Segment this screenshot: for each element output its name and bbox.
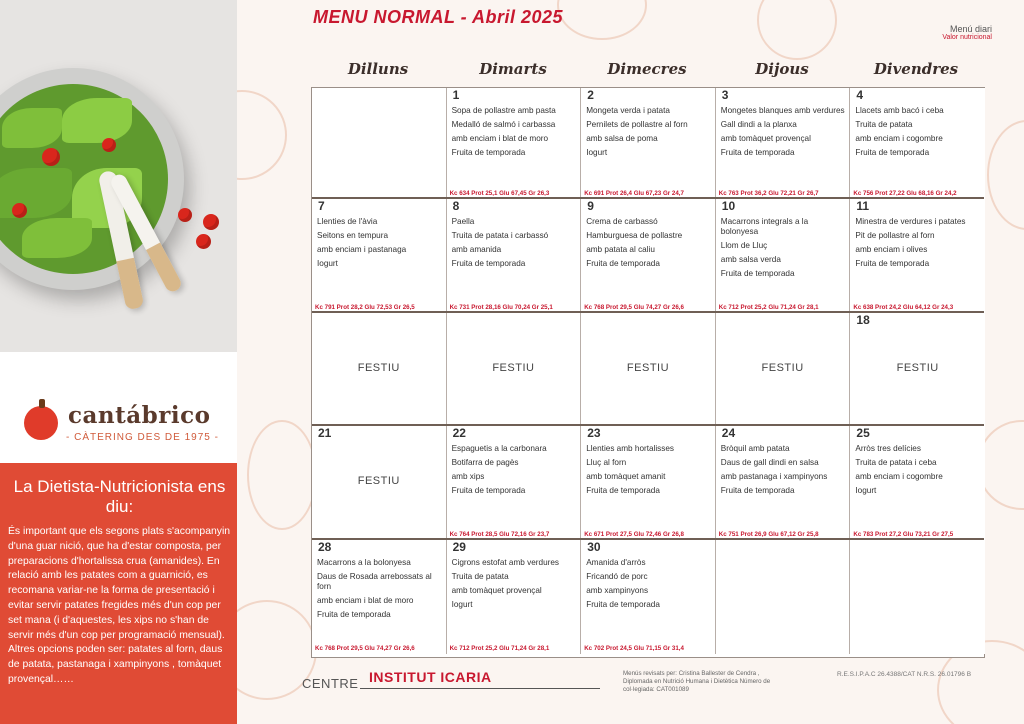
day-cell xyxy=(850,313,985,426)
brand-name: cantábrico xyxy=(68,402,211,429)
dish-item: Crema de carbassó xyxy=(586,217,658,226)
nutrition-values: Kc 791 Prot 28,2 Glu 72,53 Gr 26,5 xyxy=(315,304,415,311)
day-number: 28 xyxy=(318,540,332,554)
dish-item: amb salsa verda xyxy=(720,255,781,264)
dish-item: Fruita de temporada xyxy=(317,610,391,619)
day-cell xyxy=(850,199,985,313)
dish-item: Macarrons a la bolonyesa xyxy=(317,558,411,567)
dish-item: Fruita de temporada xyxy=(855,259,930,268)
holiday-label: FESTIU xyxy=(492,361,535,374)
centre-label: CENTRE xyxy=(302,676,359,691)
left-panel xyxy=(0,0,237,724)
day-cell xyxy=(581,313,716,426)
dish-item: Botifarra de pagès xyxy=(451,458,519,467)
day-number: 10 xyxy=(721,199,736,213)
day-header: Divendres xyxy=(873,60,959,78)
valor-nutricional-label: Valor nutricional xyxy=(942,34,992,41)
day-cell xyxy=(716,426,851,540)
dish-item: Iogurt xyxy=(317,259,338,268)
day-header: Dimarts xyxy=(479,60,547,78)
dietist-box xyxy=(0,463,237,724)
brand-tagline: - CÀTERING DES DE 1975 - xyxy=(66,432,219,443)
day-header: Dilluns xyxy=(347,60,409,78)
day-number: 24 xyxy=(721,426,736,440)
nutrition-values: Kc 764 Prot 28,5 Glu 72,16 Gr 23,7 xyxy=(449,531,550,538)
dish-item: Fruita de temporada xyxy=(720,269,795,278)
dish-item: Paella xyxy=(451,217,475,226)
centre-value: INSTITUT ICARIA xyxy=(369,669,492,685)
dish-item: Sopa de pollastre amb pasta xyxy=(451,106,556,115)
nutrition-values: Kc 712 Prot 25,2 Glu 71,24 Gr 28,1 xyxy=(718,304,819,311)
nutrition-values: Kc 638 Prot 24,2 Glu 64,12 Gr 24,3 xyxy=(853,304,954,311)
brand-logo xyxy=(22,400,222,450)
dish-item: Llacets amb bacó i ceba xyxy=(855,106,944,115)
dish-item: Iogurt xyxy=(855,486,877,495)
dish-item: amb enciam i cogombre xyxy=(855,472,943,481)
centre-underline xyxy=(360,688,600,689)
day-cell xyxy=(312,426,447,540)
nutrition-values: Kc 702 Prot 24,5 Glu 71,15 Gr 31,4 xyxy=(584,645,684,652)
day-cell xyxy=(716,540,851,654)
day-number: 1 xyxy=(452,88,460,102)
dish-item: Fruita de temporada xyxy=(451,486,526,495)
dish-item: Llenties de l'àvia xyxy=(317,217,378,226)
dish-item: Llom de Lluç xyxy=(720,241,768,250)
dish-item: Macarrons integrals a la bolonyesa xyxy=(720,217,809,236)
day-cell xyxy=(447,199,582,313)
dietist-heading: La Dietista-Nutricionista ens diu: xyxy=(13,477,226,516)
dish-item: Espaguetis a la carbonara xyxy=(451,444,547,453)
dish-item: Cigrons estofat amb verdures xyxy=(451,558,559,567)
holiday-label: FESTIU xyxy=(357,361,400,374)
day-number: 2 xyxy=(587,88,594,102)
day-cell xyxy=(312,313,447,426)
day-cell xyxy=(447,88,582,199)
day-number: 8 xyxy=(452,199,460,213)
nutrition-values: Kc 768 Prot 29,5 Glu 74,27 Gr 26,6 xyxy=(315,645,415,652)
dish-item: Iogurt xyxy=(451,600,473,609)
dish-item: Hamburguesa de pollastre xyxy=(586,231,683,240)
day-cell xyxy=(716,199,851,313)
dish-item: Truita de patata i carbassó xyxy=(451,231,549,240)
dish-item: Fricandó de porc xyxy=(586,572,648,581)
menu-diari-label: Menú diari xyxy=(949,24,992,34)
dish-item: Truita de patata xyxy=(855,120,913,129)
day-cell xyxy=(581,88,716,199)
dish-item: amb enciam i pastanaga xyxy=(317,245,407,254)
salad-photo xyxy=(0,0,237,352)
day-header: Dimecres xyxy=(607,60,687,78)
dish-item: Fruita de temporada xyxy=(720,486,795,495)
holiday-label: FESTIU xyxy=(761,361,804,374)
dish-item: amb pastanaga i xampinyons xyxy=(720,472,828,481)
registry-numbers: R.E.S.I.P.A.C 26.4388/CAT N.R.S. 26.01796 B xyxy=(837,671,972,678)
reviewer-note: Menús revisats per: Cristina Ballester de Cendra , Diplomada en Nutrició Humana i Dietètica Número de col·legiada: CAT001089 xyxy=(623,670,771,693)
nutrition-values: Kc 731 Prot 28,16 Glu 70,24 Gr 25,1 xyxy=(449,304,553,311)
dish-item: Amanida d'arròs xyxy=(586,558,646,567)
nutrition-values: Kc 712 Prot 25,2 Glu 71,24 Gr 28,1 xyxy=(449,645,550,652)
dish-item: amb enciam i blat de moro xyxy=(451,134,549,143)
day-cell xyxy=(312,88,447,199)
day-header: Dijous xyxy=(755,60,809,78)
dish-item: Pit de pollastre al forn xyxy=(855,231,935,240)
dish-item: Truita de patata xyxy=(451,572,509,581)
nutrition-values: Kc 756 Prot 27,22 Glu 68,16 Gr 24,2 xyxy=(853,190,957,197)
dish-item: Fruita de temporada xyxy=(586,486,660,495)
dish-item: Pernilets de pollastre al forn xyxy=(586,120,688,129)
dish-item: Iogurt xyxy=(586,148,608,157)
dish-item: amb patata al caliu xyxy=(586,245,655,254)
day-cell xyxy=(312,540,447,654)
nutrition-values: Kc 671 Prot 27,5 Glu 72,46 Gr 26,8 xyxy=(584,531,684,538)
nutrition-values: Kc 783 Prot 27,2 Glu 73,21 Gr 27,5 xyxy=(853,531,954,538)
holiday-label: FESTIU xyxy=(896,361,939,374)
dish-item: amb enciam i cogombre xyxy=(855,134,943,143)
dish-item: Lluç al forn xyxy=(586,458,627,467)
day-cell xyxy=(850,540,985,654)
dietist-text: És important que els segons plats s'acompanyin d'una guar nició, que ha d'estar composta, per preparacions d'hortalissa crua (amanides). En relació amb les patates com a guarnició, es recomana variar-ne la forma de presentació i evitar servir patates fregides més d'un cop per set mana (i d'aquestes, les xips no s'han de servir més d'un cop per programació mensual). Altres opcions poden ser: patates al forn, daus de patata, pastanaga i xampinyons , tomàquet provençal…… xyxy=(8,526,231,685)
dish-item: amb tomàquet provençal xyxy=(451,586,542,595)
day-number: 3 xyxy=(721,88,729,102)
day-number: 11 xyxy=(856,199,870,213)
day-number: 22 xyxy=(452,426,466,440)
page-title: MENU NORMAL - Abril 2025 xyxy=(313,7,564,27)
dish-item: Minestra de verdures i patates xyxy=(855,217,966,226)
day-number: 18 xyxy=(856,313,870,327)
day-cell xyxy=(850,88,985,199)
day-number: 7 xyxy=(318,199,325,213)
dish-item: Fruita de temporada xyxy=(451,148,526,157)
day-cell xyxy=(850,426,985,540)
menu-calendar xyxy=(311,87,985,658)
dish-item: Fruita de temporada xyxy=(586,259,660,268)
day-cell xyxy=(581,199,716,313)
apple-icon xyxy=(24,406,58,440)
dish-item: amb enciam i blat de moro xyxy=(317,596,414,605)
dish-item: amb tomàquet provençal xyxy=(720,134,811,143)
dish-item: Mongeta verda i patata xyxy=(586,106,670,115)
day-cell xyxy=(716,88,851,199)
day-cell xyxy=(447,540,582,654)
nutrition-values: Kc 634 Prot 25,1 Glu 67,45 Gr 26,3 xyxy=(449,190,550,197)
dish-item: Fruita de temporada xyxy=(720,148,795,157)
dish-item: amb salsa de poma xyxy=(586,134,658,143)
nutrition-values: Kc 691 Prot 26,4 Glu 67,23 Gr 24,7 xyxy=(584,190,684,197)
nutrition-values: Kc 768 Prot 29,5 Glu 74,27 Gr 26,6 xyxy=(584,304,684,311)
dish-item: amb enciam i olives xyxy=(855,245,928,254)
dish-item: Truita de patata i ceba xyxy=(855,458,937,467)
dish-item: Medalló de salmó i carbassa xyxy=(451,120,556,129)
day-cell xyxy=(447,426,582,540)
dish-item: Arròs tres delícies xyxy=(855,444,921,453)
dish-item: Fruita de temporada xyxy=(586,600,660,609)
nutrition-values: Kc 751 Prot 26,9 Glu 67,12 Gr 25,8 xyxy=(718,531,819,538)
day-cell xyxy=(447,313,582,426)
dish-item: Daus de gall dindi en salsa xyxy=(720,458,819,467)
day-number: 21 xyxy=(318,426,332,440)
nutrition-values: Kc 763 Prot 36,2 Glu 72,21 Gr 26,7 xyxy=(718,190,819,197)
dish-item: Bròquil amb patata xyxy=(720,444,790,453)
dish-item: Fruita de temporada xyxy=(855,148,930,157)
dish-item: Gall dindi a la planxa xyxy=(720,120,797,129)
day-cell xyxy=(312,199,447,313)
holiday-label: FESTIU xyxy=(626,361,670,374)
dish-item: Daus de Rosada arrebossats al forn xyxy=(317,572,432,591)
day-number: 25 xyxy=(856,426,870,440)
dish-item: amb tomàquet amanit xyxy=(586,472,666,481)
dish-item: Fruita de temporada xyxy=(451,259,526,268)
day-number: 23 xyxy=(587,426,601,440)
day-number: 4 xyxy=(856,88,864,102)
dish-item: amb amanida xyxy=(451,245,502,254)
dish-item: amb xampinyons xyxy=(586,586,649,595)
day-cell xyxy=(716,313,851,426)
dish-item: Llenties amb hortalisses xyxy=(586,444,675,453)
day-number: 9 xyxy=(587,199,594,213)
day-number: 30 xyxy=(587,540,601,554)
dish-item: Mongetes blanques amb verdures xyxy=(720,106,845,115)
dish-item: Seitons en tempura xyxy=(317,231,389,240)
holiday-label: FESTIU xyxy=(357,475,400,487)
day-cell xyxy=(581,540,716,654)
day-cell xyxy=(581,426,716,540)
dish-item: amb xips xyxy=(451,472,485,481)
top-right-labels xyxy=(942,24,992,41)
day-number: 29 xyxy=(452,540,466,554)
